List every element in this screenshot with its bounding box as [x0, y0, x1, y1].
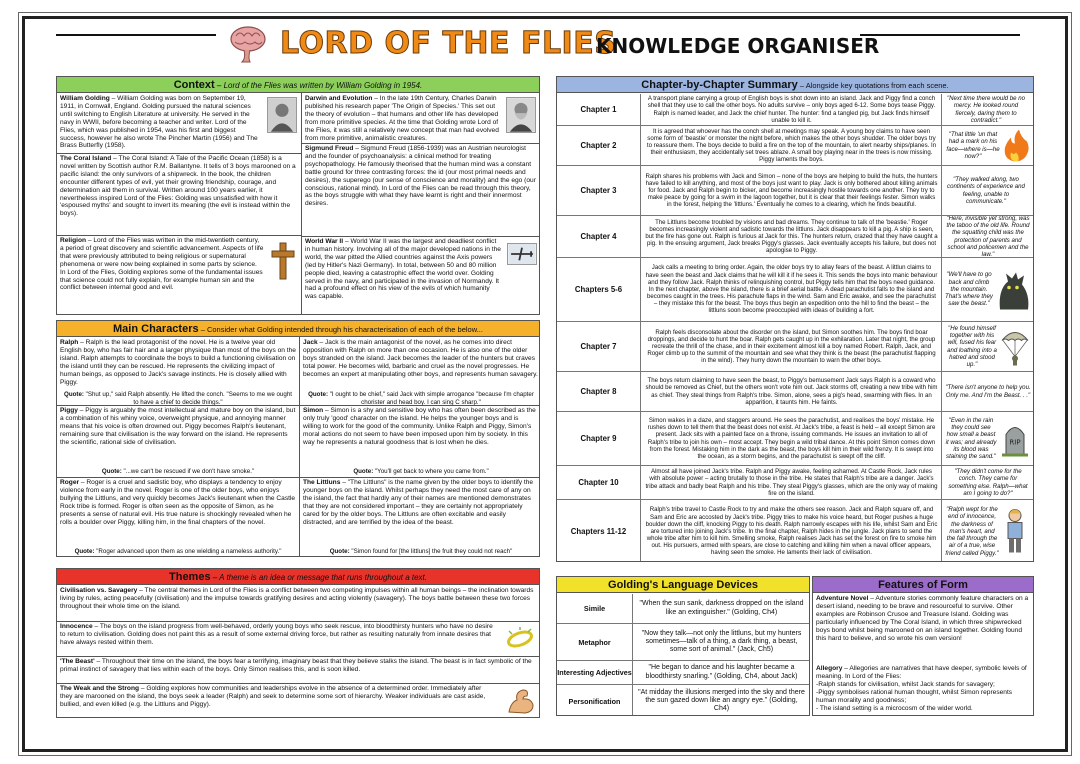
chapter-label: Chapter 2: [557, 126, 641, 165]
chapter-summary: It is agreed that whoever has the conch shell at meetings may speak. A young boy claims to have seen some form of 'beastie' or monster the night before, which makes the other boys shudder. The older boys try to reassure them. The boys decide to build a fire on the top of the mountain, to alert nearby ships/planes. In their enthusiasm, they accidentally set trees ablaze. A small boy playing near in the trees is now missing. Piggy laments the boys.: [642, 126, 942, 165]
chapters-panel: [556, 76, 1034, 562]
chapter-row: [557, 500, 1033, 562]
device-row: [557, 661, 809, 685]
plane-icon: [507, 243, 537, 265]
character-roger: Roger – Roger is a cruel and sadistic boy, who displays a tendency to enjoy violence from early in the novel. Roger is one of the older boys, who enjoys bullying the Littluns, and very quickly becomes Jack's lieutenant when the Castle Rock tribe is formed. Roger is often seen as the opposite of Simon, as he presents a sense of natural evil. His true nature is shockingly revealed when he rolls a boulder over Piggy, killing him, in the final chapters of the novel.: [60, 479, 296, 526]
page-subtitle: KNOWLEDGE ORGANISER: [596, 34, 880, 58]
chapter-quote: "There isn't anyone to help you. Only me. And I'm the Beast. . .": [945, 384, 1031, 399]
title-rule-right: [860, 34, 1020, 36]
chapter-label: Chapters 11-12: [557, 500, 641, 562]
chapter-label: Chapter 4: [557, 216, 641, 257]
character-simon: Simon – Simon is a shy and sensitive boy who has often been described as the only truly 'good' character on the island. He helps the younger boys and is willing to work for the good of the community. Unlike Ralph and Piggy, Simon's moral actions do not seem to have been imposed upon him by society. In this way he represents a natural goodness that is lost when he dies.: [303, 407, 536, 446]
chapter-label: Chapter 3: [557, 166, 641, 215]
device-label: Personification: [557, 685, 633, 716]
brain-icon: [226, 24, 270, 64]
chapter-row: [557, 166, 1033, 216]
arm-icon: [505, 686, 535, 716]
chapter-quote: "Here, invisible yet strong, was the taboo of the old life. Round the squatting child was the protection of parents and school and policemen and the law.": [946, 216, 1030, 257]
chapter-row: [557, 322, 1033, 372]
chapter-row: [557, 126, 1033, 166]
chapter-quote: "That little 'un that had a mark on his face—where is—he now?": [946, 130, 1000, 160]
chapter-quote: "Even in the rain they could see how small a beast it was; and already its blood was staining the sand.": [945, 416, 997, 461]
form-allegory: Allegory – Allegories are narratives that have deeper, symbolic levels of meaning. In Lord of the Flies: -Ralph stands for civilisation, whilst Jack stands for savagery; -Piggy symbolises rational human thought, whilst Simon represents human morality and goodness; - The island setting is a microcosm of the wider world.: [816, 665, 1027, 712]
boy-icon: [1000, 500, 1030, 562]
chapter-label: Chapter 8: [557, 372, 641, 411]
character-roger-quote: Quote: "Roger advanced upon them as one wielding a nameless authority.": [74, 548, 282, 555]
themes-heading: Themes: [169, 571, 211, 583]
chapter-summary: The boys return claiming to have seen the beast, to Piggy's bemusement Jack says Ralph is a coward who should be removed as Chief, but the others won't vote him out. Jack storms off, creating a new tribe with him as chief. They steal things from Ralph's tribe. Simon, alone, sees a pig's head, swarming with flies. In an apparition, it taunts him. He faints.: [642, 372, 942, 411]
character-littluns-quote: Quote: "Simon found for [the littluns] the fruit they could not reach": [329, 548, 513, 555]
character-ralph-quote: Quote: "Shut up," said Ralph absently. He lifted the conch. "Seems to me we ought to have a chief to decide things.": [64, 391, 292, 405]
character-ralph: Ralph – Ralph is the lead protagonist of the novel. He is a twelve year old English boy, who has fair hair and a larger physique than most of the boys on the island. Ralph attempts to coordinate the boys to build a functioning civilisation on the island until they can be rescued. He represents the civilizing impact of human beings, as opposed to Jack's savage instincts. He is closely allied with Piggy.: [60, 339, 296, 386]
device-label: Simile: [557, 594, 633, 623]
portrait-icon: [506, 97, 536, 133]
chapter-summary: A transport plane carrying a group of English boys is shot down into an island. Jack and Piggy find a conch shell that they use to call the other boys. No adults survive – only boys aged 6-12. Some boys tease Piggy. Ralph is named leader, and Jack the chief hunter. The hunter: find a tangled pig, but Jack finds himself unable to kill it.: [642, 94, 942, 125]
chapter-summary: Almost all have joined Jack's tribe. Ralph and Piggy awake, feeling ashamed. At Castle Rock, Jack rules with absolute power – acting brutally to those in the tribe. He states that Ralph's tribe are a danger. Jack's tribe attack and badly beat Ralph and his tribe. They steal Piggy's glasses, which are the only way of making fire on the island.: [642, 466, 942, 499]
chapter-row: [557, 412, 1033, 466]
character-piggy-quote: Quote: "...we can't be rescued if we don't have smoke.": [101, 468, 255, 475]
parachute-icon: [1000, 322, 1030, 371]
context-heading: Context: [173, 79, 215, 91]
character-littluns: The Littluns – "The Littluns" is the name given by the older boys to identify the younger boys on the island. Whilst perhaps they need the most care of any on the island, the fact that hardly any of their names are mentioned demonstrates that they are not considered important – they are certainly not appropriately cared for by the older boys. The Littluns are often excitable and easily distracted, and are terrified by the idea of the beast.: [303, 479, 534, 526]
device-example: "At midday the illusions merged into the sky and there the sun gazed down like an angry eye." (Golding, Ch4): [638, 688, 805, 713]
devices-panel: [556, 576, 810, 716]
theme-weak-strong: The Weak and the Strong – Golding explores how communities and leaderships evolve in the absence of a determined order. Immediately after they are marooned on the island, the boys seek a leader (Ralph) and seek to determine some sort of hierarchy. Weaker individuals are cast aside, bullied, and even killed (e.g. the Littluns and Piggy).: [60, 685, 486, 708]
chapter-label: Chapters 5-6: [557, 258, 641, 321]
theme-civilisation-savagery: Civilisation vs. Savagery – The central themes in Lord of the Flies is a conflict between two competing impulses within all human beings – the inclination towards living by rules, acting peacefully (civilisation) and the impulse towards gratifying desires and acting violently (savagery). The boys battle between these two forces throughout their whole time on the island.: [60, 587, 534, 610]
device-label: Interesting Adjectives: [557, 661, 633, 684]
chapter-label: Chapter 9: [557, 412, 641, 465]
fire-icon: [1000, 126, 1030, 165]
chapter-summary: Ralph feels disconsolate about the disorder on the island, but Simon soothes him. The boys find boar droppings, and decide to hunt the boar. Ralph gets caught up in the exhilaration. Later that night, the group recreate the thrill of the chase, and in their excitement almost kill a boy named Robert. Ralph, Jack, and Roger climb up to the summit of the mountain and see what they think is the beast (the parachutist flapping in the wind). They hurry down the mountain to warn the other boys.: [642, 322, 942, 371]
portrait-icon: [267, 97, 297, 133]
characters-subheading: – Consider what Golding intended through his characterisation of each of the below...: [198, 325, 483, 334]
chapter-row: [557, 372, 1033, 412]
chapters-header: [557, 77, 1033, 93]
page-title: LORD OF THE FLIES: [280, 26, 617, 61]
device-row: [557, 624, 809, 661]
form-adventure-novel: Adventure Novel – Adventure stories commonly feature characters on a desert island, needing to be brave and resourceful to survive. Other examples are Robinson Crusoe and Treasure Island. Golding was particularly influenced by The Coral Island, in which three shipwrecked boys bond whilst being marooned on an island together. Golding found this hard to believe, and so wrote his own version!: [816, 595, 1029, 642]
context-golding: William Golding – William Golding was born on September 19, 1911, in Cornwall, England. Golding pursued the natural sciences until switching to English Literature at university. He served in the navy in WWII, before becoming a teacher and writer. Lord of the Flies, which was published in 1954, was his first and biggest success, however he also wrote The Pincher Martin (1956) and The Brass Butterfly (1958).: [60, 95, 258, 150]
context-panel: [56, 76, 540, 315]
context-coral-island: The Coral Island – The Coral Island: A Tale of the Pacific Ocean (1858) is a novel written by Scottish author R.M. Ballantyne. It tells of 3 boys marooned on a pacific island: the only survivors of a shipwreck. In the book, the children encounter different types of evil, yet their growing friendship, courage, and determination aid them in survival. Written around 100 years earlier, it nevertheless inspired Lord of the Flies: Golding was unsatisfied with how it 'espoused myths' and sought to invert its meaning (the evil is instead within the boys).: [60, 155, 296, 218]
context-subheading: – Lord of the Flies was written by William Golding in 1954.: [214, 81, 423, 90]
svg-text:RIP: RIP: [1009, 438, 1021, 447]
form-panel: [812, 576, 1034, 716]
chapter-row: [557, 466, 1033, 500]
character-jack-quote: Quote: "I ought to be chief," said Jack with simple arrogance "because I'm chapter chorister and head boy. I can sing C sharp.": [308, 391, 534, 405]
chapter-summary: The Littluns become troubled by visions and bad dreams. They continue to talk of the 'beastie.' Roger becomes increasingly violent and sadistic towards the littluns. Jack disappears to kill a pig. A ship is seen, but the fire has gone out. Ralph is furious at Jack for this. The hunters return, crazed that they have caught a pig. In the ensuing argument, Jack breaks Piggy's glasses. Jack eventually accepts his failure, but does not apologise to Piggy.: [642, 216, 942, 257]
characters-header: [57, 321, 539, 337]
chapter-quote: "Ralph wept for the end of innocence, the darkness of man's heart, and the fall through the air of a true, wise friend called Piggy.": [945, 505, 999, 557]
context-freud: Sigmund Freud – Sigmund Freud (1856-1939) was an Austrian neurologist and the founder of psychoanalysis: a clinical method for treating psychopathology. He famously theorised that the human mind was a constant battle ground for three contrasting forces: the id (our most primal needs and desires), the superego (our sense of conscience and morality) and the ego (our conscious, rational mind). In Lord of the Flies can be read through this theory, as the boys struggle with what they have learnt is right and their innermost desires.: [305, 145, 536, 208]
device-example: "He began to dance and his laughter became a bloodthirsty snarling." (Golding, Ch4, about Jack): [645, 664, 798, 680]
context-header: [57, 77, 539, 93]
chapter-row: [557, 258, 1033, 322]
chapter-quote: "We'll have to go back and climb the mountain. That's where they saw the beast.": [945, 271, 993, 308]
gravestone-icon: [1000, 412, 1030, 465]
characters-heading: Main Characters: [113, 323, 199, 335]
character-piggy: Piggy – Piggy is arguably the most intellectual and mature boy on the island, but a combination of his whiny voice, overweight physique, and annoying manner means that his voice is often drowned out. Piggy becomes Ralph's lieutenant, remaining sure that civilisation is the way forward on the island. He represents the scientific, rational side of civilisation.: [60, 407, 296, 446]
chapters-heading: Chapter-by-Chapter Summary: [641, 79, 798, 91]
context-ww2: World War II – World War II was the largest and deadliest conflict in human history. Involving all of the major developed nations in the world, the war pitted the Allied countries against the Axis powers (led by Hitler's Nazi Germany). In total, between 50 and 80 million people died, leaving a catastrophic effect the world over. Golding served in the navy, and participated in the invasion of Normandy. It had a profound effect on his view of the evils of which humanity was capable.: [305, 238, 501, 301]
device-row: [557, 594, 809, 624]
halo-icon: [505, 625, 535, 653]
devices-heading: Golding's Language Devices: [608, 579, 758, 591]
chapter-summary: Simon wakes in a daze, and staggers around. He sees the parachutist, and realises the boys' mistake. He rushes down to tell them that the beast does not exist. At Jack's tribe, a feast is held – all except Simon are present. Jack sits with a painted face on a throne, issuing commands. He issues an invitation to all of Ralph's tribe to join his own – most accept. They begin a wild tribal dance. At this point Simon comes down from the forest. Mistaking him in the dark as the beast, the boys kill him in their wild frenzy. It is swept into the ocean, as a storm begins, and the parachutist is swept off the cliff.: [642, 412, 942, 465]
chapter-quote: "He found himself together with his will, fused his fear and loathing into a hatred and stood up.": [947, 324, 997, 369]
character-jack: Jack – Jack is the main antagonist of the novel, as he comes into direct opposition with Ralph on more than one occasion. He is also one of the older boys stranded on the island. Jack becomes the leader of the hunters but craves total power. He becomes wild, barbaric and cruel as the novel progresses. He becomes an expert at manipulating other boys, and represents human savagery.: [303, 339, 538, 378]
chapters-subheading: – Alongside key quotations from each scene.: [797, 81, 949, 90]
theme-innocence: Innocence – The boys on the island progress from well-behaved, orderly young boys who seek rescue, into bloodthirsty hunters who have no desire to return to civilisation. Golding does not paint this as a result of some external driving force, but rather as resulting naturally from innate desires that have always rested within them.: [60, 623, 493, 646]
chapter-row: [557, 94, 1033, 126]
form-heading: Features of Form: [878, 579, 968, 591]
chapter-label: Chapter 1: [557, 94, 641, 125]
chapter-summary: Jack calls a meeting to bring order. Again, the older boys try to allay fears of the beast. A littlun claims to have seen the beast and Jack claims that he will kill it if he sees it. This sends the boys into manic behaviour and they follow Jack. Ralph thinks of relinquishing control, but Piggy tells him that the boys need guidance. In the next chapter, above the island, there is a brief aerial battle. A dead parachutist falls to the island and becomes caught in the trees. His parachute flaps in the wind. Sam and Eric awake, and see the parachutist – they mistake this for the beast. The boys thus begin an expedition onto the hill to find the beast – the littluns soon become preoccupied with ideas of building a fort.: [642, 258, 942, 321]
cross-icon: [269, 241, 297, 281]
chapter-label: Chapter 7: [557, 322, 641, 371]
chapter-quote: "They walked along, two continents of experience and feeling, unable to communicate.": [947, 175, 1025, 205]
character-simon-quote: Quote: "You'll get back to where you came from.": [353, 468, 489, 475]
chapter-label: Chapter 10: [557, 466, 641, 499]
themes-panel: [56, 568, 540, 718]
themes-subheading: – A theme is an idea or message that runs throughout a text.: [210, 573, 427, 582]
chapter-summary: Ralph shares his problems with Jack and Simon – none of the boys are helping to build the huts, the hunters have failed to kill anything, and most of the boys just want to play. Jack is only bothered about killing animals for food. Jack and Ralph begin to bicker, and become increasingly hostile towards one another. They try to make peace by going for a swim in the lagoon together, but it is clear that their feelings fester. Simon walks in the forest, helping the 'littluns.' Eventually he comes to a clearing, which he finds beautiful.: [642, 166, 942, 215]
device-example: "Now they talk—not only the littluns, but my hunters sometimes—talk of a thing, a dark thing, a beast, some sort of animal." (Jack, Ch5): [641, 629, 802, 654]
device-example: "When the sun sank, darkness dropped on the island like an extinguisher." (Golding, Ch4): [639, 600, 804, 616]
characters-panel: [56, 320, 540, 557]
title-rule-left: [56, 34, 216, 36]
context-darwin: Darwin and Evolution – In the late 19th Century, Charles Darwin published his research paper 'The Origin of Species.' This set out the theory of evolution – that humans and other life has developed from more primitive species. At the time that Golding wrote Lord of the Flies, it was still a relatively new concept that man had evolved from more primitive, animalistic creatures.: [305, 95, 499, 142]
chapter-summary: Ralph's tribe travel to Castle Rock to try and make the others see reason. Jack and Ralph square off, and Sam and Eric are accosted by Jack's tribe. Piggy tries to make his voice heard, but Roger pushes a huge boulder down the cliff, knocking Piggy to his death. Ralph narrowly escapes with his life, whilst Sam and Eric are tortured into joining Jack's tribe. In the final chapter, Ralph hides in the jungle. Jack plans to send the whole tribe after him to kill him. Smelling smoke, Ralph realises Jack has set the forest on fire to smoke him out. His pursuers, armed with spears, are close to catching and killing him when a naval officer appears, having seen the smoke. He laments their lack of civilisation.: [642, 500, 942, 562]
themes-header: [57, 569, 539, 585]
context-religion: Religion – Lord of the Flies was written in the mid-twentieth century, a period of great discovery and scientific advancement. Aspects of life that were previously attributed to being religious or supernatural phenomena or were now being explained in some parts by science. In Lord of the Flies, Golding explores some of the fundamental issues that science could not fully explain, for example human sin and the conflict between internal good and evil.: [60, 237, 264, 292]
device-row: [557, 685, 809, 716]
device-label: Metaphor: [557, 624, 633, 660]
form-header: [813, 577, 1033, 593]
chapter-quote: "Next time there would be no mercy. He looked round fiercely, daring them to contradict.": [946, 94, 1026, 124]
devices-header: [557, 577, 809, 593]
chapter-quote: "They didn't come for the conch. They came for something else. Ralph—what am I going to do?": [948, 467, 1028, 497]
theme-the-beast: 'The Beast' – Throughout their time on the island, the boys fear a terrifying, imaginary beast that they believe stalks the island. The beast is in fact symbolic of the primal instinct of savagery that lies within each of the boys. Only Simon realises this, and is soon killed.: [60, 658, 532, 673]
chapter-row: [557, 216, 1033, 258]
beast-icon: [996, 258, 1030, 321]
